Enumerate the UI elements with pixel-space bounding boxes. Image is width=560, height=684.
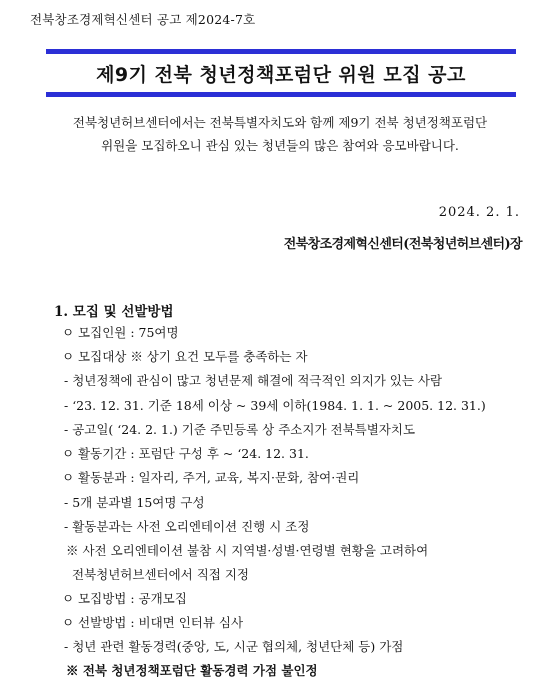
list-item: ㅇ 활동기간 : 포럼단 구성 후 ~ ‘24. 12. 31. — [62, 446, 309, 461]
list-item: - 5개 분과별 15여명 구성 — [64, 495, 205, 510]
section-heading: 1. 모집 및 선발방법 — [54, 304, 174, 320]
announcement-date: 2024. 2. 1. — [438, 205, 520, 220]
page-title: 제9기 전북 청년정책포럼단 위원 모집 공고 — [96, 64, 466, 86]
intro-line: 위원을 모집하오니 관심 있는 청년들의 많은 참여와 응모바랍니다. — [101, 138, 459, 153]
intro-line: 전북청년허브센터에서는 전북특별자치도와 함께 제9기 전북 청년정책포럼단 — [72, 115, 488, 130]
announcement-reference: 전북창조경제혁신센터 공고 제2024-7호 — [30, 12, 256, 27]
list-item: - ‘23. 12. 31. 기준 18세 이상 ~ 39세 이하(1984. 1. 1. ~ 2005. 12. 31.) — [64, 398, 486, 413]
list-item: - 활동분과는 사전 오리엔테이션 진행 시 조정 — [64, 519, 310, 534]
list-item: ㅇ 활동분과 : 일자리, 주거, 교육, 복지·문화, 참여·권리 — [62, 470, 360, 485]
title-top-rule — [46, 49, 516, 54]
list-item: ※ 사전 오리엔테이션 불참 시 지역별·성별·연령별 현황을 고려하여 — [66, 543, 429, 558]
list-item: - 청년 관련 활동경력(중앙, 도, 시군 협의체, 청년단체 등) 가점 — [64, 639, 404, 654]
list-item: - 청년정책에 관심이 많고 청년문제 해결에 적극적인 의지가 있는 사람 — [64, 373, 443, 388]
issuing-organization: 전북창조경제혁신센터(전북청년허브센터)장 — [283, 237, 522, 252]
list-item: ㅇ 선발방법 : 비대면 인터뷰 심사 — [62, 615, 244, 630]
title-bottom-rule — [46, 92, 516, 97]
list-item: ㅇ 모집대상 ※ 상기 요건 모두를 충족하는 자 — [62, 349, 308, 364]
list-item: 전북청년허브센터에서 직접 지정 — [72, 567, 249, 582]
list-item: ㅇ 모집인원 : 75여명 — [62, 325, 179, 340]
list-item: ※ 전북 청년정책포럼단 활동경력 가점 불인정 — [66, 663, 318, 678]
list-item: ㅇ 모집방법 : 공개모집 — [62, 591, 187, 606]
list-item: - 공고일( ‘24. 2. 1.) 기준 주민등록 상 주소지가 전북특별자치도 — [64, 422, 416, 437]
intro-paragraph — [30, 111, 530, 157]
